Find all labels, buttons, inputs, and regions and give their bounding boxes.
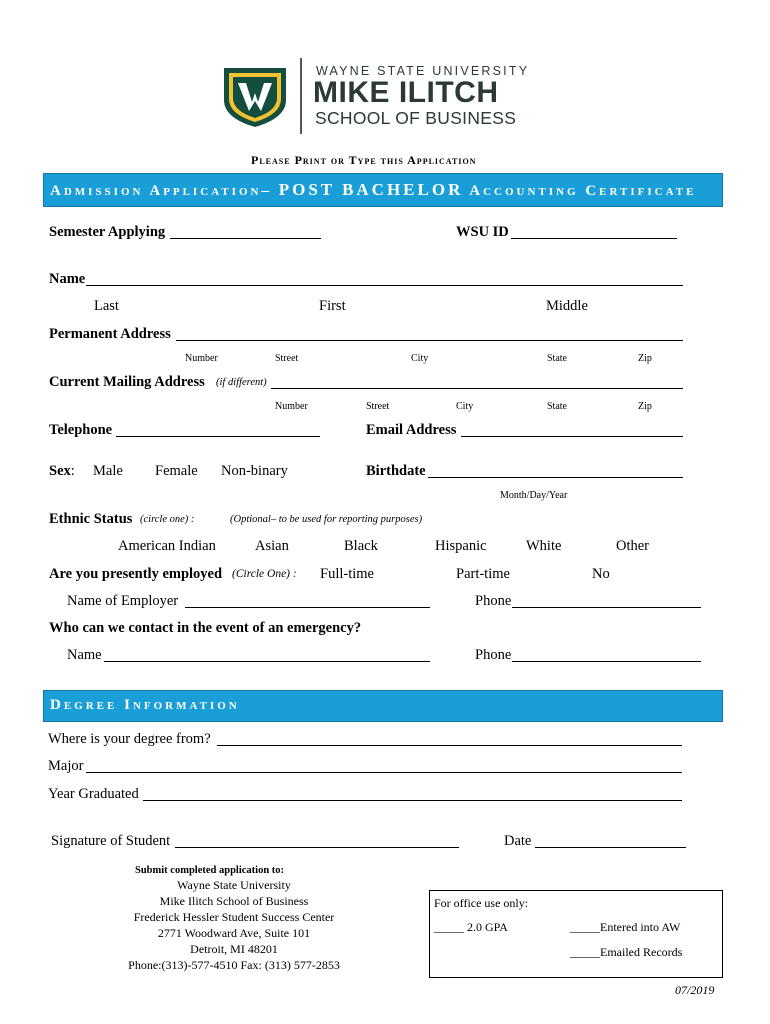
major-label: Major [48, 758, 84, 774]
submit-heading: Submit completed application to: [135, 865, 285, 876]
submit-line-university: Wayne State University [177, 878, 291, 892]
mail-state: State [547, 401, 567, 412]
mailing-address-field[interactable] [271, 388, 683, 389]
office-use-box [429, 890, 723, 978]
perm-number: Number [185, 353, 218, 364]
ethnic-note: (circle one) : [140, 514, 195, 525]
year-graduated-label: Year Graduated [48, 786, 139, 802]
semester-field[interactable] [170, 238, 321, 239]
emergency-heading: Who can we contact in the event of an emergency? [49, 620, 362, 636]
name-last: Last [94, 298, 119, 314]
birthdate-format: Month/Day/Year [500, 490, 568, 501]
ethnic-status-label: Ethnic Status [49, 511, 133, 527]
major-field[interactable] [86, 772, 682, 773]
submit-line-phone: Phone:(313)-577-4510 Fax: (313) 577-2853 [128, 958, 340, 972]
date-label: Date [504, 833, 532, 849]
banner-title-part1: Admission Application– [50, 183, 279, 199]
emergency-name-field[interactable] [104, 661, 430, 662]
logo-name: MIKE ILITCH [313, 76, 499, 109]
mail-city: City [456, 401, 474, 412]
telephone-label: Telephone [49, 422, 113, 438]
name-label: Name [49, 271, 86, 287]
wsu-shield-w-icon [222, 66, 288, 128]
office-emailed-records[interactable]: _____Emailed Records [570, 945, 683, 959]
degree-banner [43, 690, 723, 722]
sex-option-male[interactable]: Male [93, 463, 123, 479]
employed-label: Are you presently employed [49, 566, 223, 582]
perm-zip: Zip [638, 353, 652, 364]
permanent-address-label: Permanent Address [49, 326, 171, 342]
degree-from-field[interactable] [217, 745, 682, 746]
sex-option-female[interactable]: Female [155, 463, 198, 479]
email-field[interactable] [461, 436, 683, 437]
degree-banner-label: Degree Information [50, 697, 240, 713]
mailing-address-label: Current Mailing Address [49, 374, 205, 390]
signature-label: Signature of Student [51, 833, 171, 849]
employer-phone-field[interactable] [512, 607, 701, 608]
admission-banner [43, 173, 723, 207]
mail-street: Street [366, 401, 390, 412]
sex-option-nonbinary[interactable]: Non-binary [221, 463, 288, 479]
sex-group: Sex: [49, 463, 75, 479]
submit-line-street: 2771 Woodward Ave, Suite 101 [157, 926, 311, 940]
employer-phone-label: Phone [475, 593, 512, 609]
office-entered-aw[interactable]: _____Entered into AW [570, 920, 681, 934]
submit-line-school: Mike Ilitch School of Business [159, 894, 309, 908]
perm-city: City [411, 353, 429, 364]
degree-from-label: Where is your degree from? [48, 731, 211, 747]
ethnic-american-indian[interactable]: American Indian [118, 538, 216, 554]
mail-zip: Zip [638, 401, 652, 412]
birthdate-field[interactable] [428, 477, 683, 478]
form-revision-date: 07/2019 [675, 983, 715, 997]
signature-field[interactable] [175, 847, 459, 848]
employed-part-time[interactable]: Part-time [456, 566, 510, 582]
perm-state: State [547, 353, 567, 364]
name-field[interactable] [86, 285, 683, 286]
wsu-id-label: WSU ID [456, 224, 509, 240]
ethnic-other[interactable]: Other [616, 538, 650, 554]
office-use-title: For office use only: [434, 896, 529, 910]
submit-address [60, 877, 408, 973]
name-middle: Middle [546, 298, 588, 314]
sex-label: Sex [49, 463, 71, 479]
emergency-phone-label: Phone [475, 647, 512, 663]
logo-school: SCHOOL OF BUSINESS [315, 108, 517, 128]
instructions: Please Print or Type this Application [251, 153, 477, 167]
email-label: Email Address [366, 422, 457, 438]
mail-number: Number [275, 401, 308, 412]
name-first: First [319, 298, 346, 314]
ethnic-asian[interactable]: Asian [255, 538, 289, 554]
banner-title-part2: POST BACHELOR [278, 180, 464, 199]
employer-name-label: Name of Employer [67, 593, 179, 609]
ethnic-hispanic[interactable]: Hispanic [435, 538, 487, 554]
emergency-phone-field[interactable] [512, 661, 701, 662]
wsu-id-field[interactable] [511, 238, 677, 239]
emergency-name-label: Name [67, 647, 102, 663]
birthdate-label: Birthdate [366, 463, 426, 479]
employed-no[interactable]: No [592, 566, 610, 582]
employer-name-field[interactable] [185, 607, 430, 608]
logo-university: WAYNE STATE UNIVERSITY [316, 64, 530, 78]
year-graduated-field[interactable] [143, 800, 682, 801]
employed-full-time[interactable]: Full-time [320, 566, 374, 582]
employed-note: (Circle One) : [232, 568, 297, 580]
semester-label: Semester Applying [49, 224, 166, 240]
perm-street: Street [275, 353, 299, 364]
date-field[interactable] [535, 847, 686, 848]
submit-line-center: Frederick Hessler Student Success Center [133, 910, 335, 924]
ethnic-white[interactable]: White [526, 538, 562, 554]
mailing-note: (if different) [216, 377, 267, 388]
telephone-field[interactable] [116, 436, 320, 437]
ethnic-black[interactable]: Black [344, 538, 378, 554]
submit-line-city: Detroit, MI 48201 [190, 942, 278, 956]
office-gpa[interactable]: _____ 2.0 GPA [434, 920, 508, 934]
banner-title-part3: Accounting Certificate [463, 183, 697, 199]
ethnic-optional-note: (Optional– to be used for reporting purposes) [230, 514, 423, 525]
permanent-address-field[interactable] [176, 340, 683, 341]
logo-divider [300, 58, 302, 134]
